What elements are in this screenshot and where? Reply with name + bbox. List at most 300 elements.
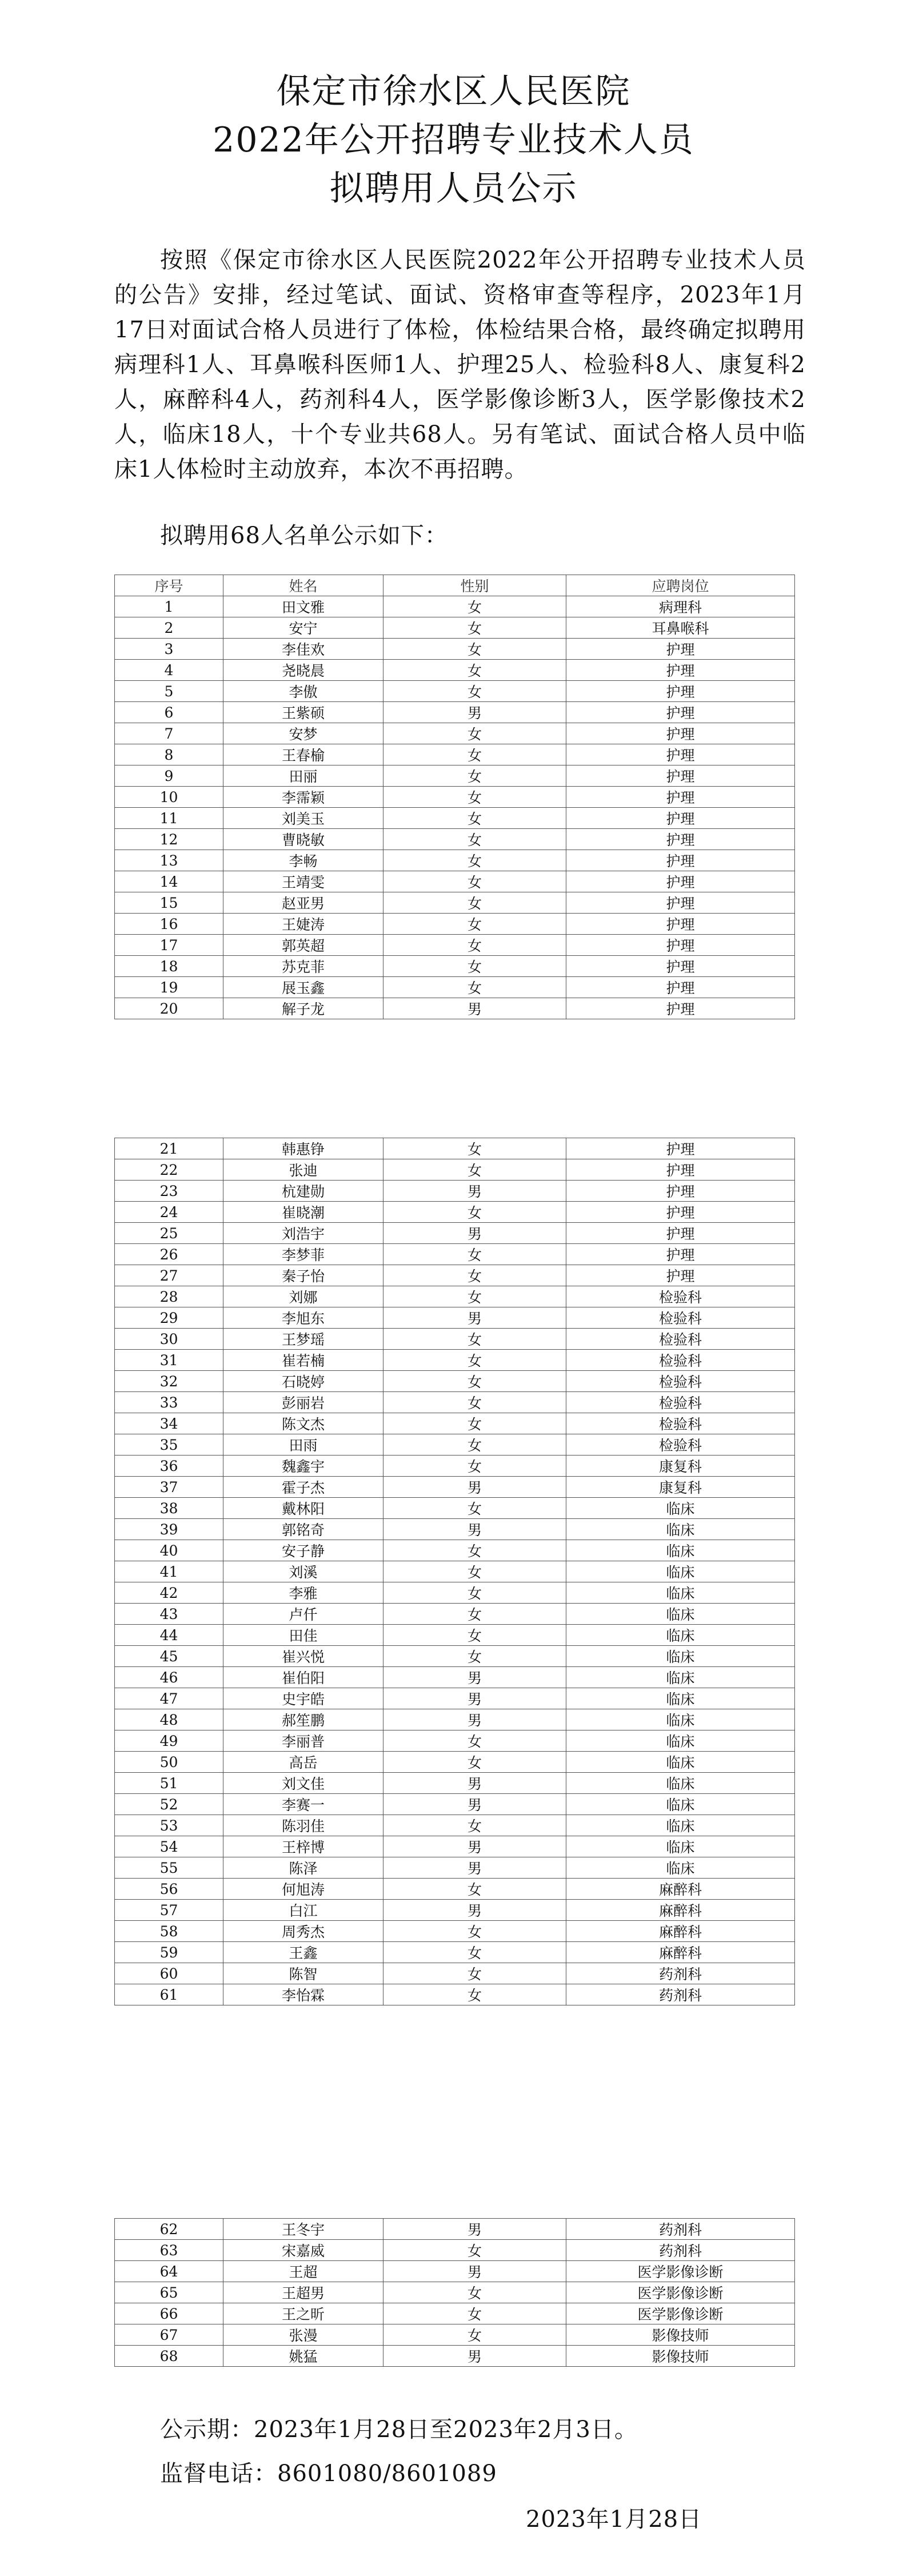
cell-position: 临床 bbox=[566, 1498, 795, 1519]
table-row bbox=[115, 1540, 795, 1561]
cell-name: 田雨 bbox=[223, 1434, 383, 1456]
cell-position: 麻醉科 bbox=[566, 1900, 795, 1921]
cell-position: 检验科 bbox=[566, 1286, 795, 1307]
table-row bbox=[115, 1265, 795, 1286]
cell-position: 护理 bbox=[566, 681, 795, 702]
table-row bbox=[115, 1561, 795, 1582]
cell-position: 护理 bbox=[566, 829, 795, 850]
cell-position: 临床 bbox=[566, 1815, 795, 1836]
cell-position: 临床 bbox=[566, 1540, 795, 1561]
cell-position: 临床 bbox=[566, 1582, 795, 1604]
table-row bbox=[115, 935, 795, 956]
cell-gender: 女 bbox=[383, 1413, 566, 1434]
cell-name: 张迪 bbox=[223, 1159, 383, 1181]
table-row bbox=[115, 1159, 795, 1181]
cell-index: 60 bbox=[115, 1963, 223, 1984]
cell-name: 安子静 bbox=[223, 1540, 383, 1561]
cell-index: 5 bbox=[115, 681, 223, 702]
cell-gender: 女 bbox=[383, 871, 566, 892]
table-row bbox=[115, 1815, 795, 1836]
cell-gender: 女 bbox=[383, 1984, 566, 2005]
cell-index: 11 bbox=[115, 808, 223, 829]
table-row bbox=[115, 2261, 795, 2282]
cell-position: 临床 bbox=[566, 1857, 795, 1879]
cell-gender: 女 bbox=[383, 765, 566, 787]
cell-position: 检验科 bbox=[566, 1329, 795, 1350]
cell-name: 秦子怡 bbox=[223, 1265, 383, 1286]
cell-index: 20 bbox=[115, 998, 223, 1019]
cell-gender: 女 bbox=[383, 935, 566, 956]
cell-gender: 男 bbox=[383, 702, 566, 723]
cell-position: 临床 bbox=[566, 1646, 795, 1667]
cell-index: 24 bbox=[115, 1202, 223, 1223]
table-row bbox=[115, 1836, 795, 1857]
cell-position: 临床 bbox=[566, 1730, 795, 1752]
cell-name: 刘浩宇 bbox=[223, 1223, 383, 1244]
cell-position: 护理 bbox=[566, 977, 795, 998]
cell-position: 护理 bbox=[566, 1244, 795, 1265]
cell-index: 15 bbox=[115, 892, 223, 914]
table-row bbox=[115, 892, 795, 914]
cell-name: 王春榆 bbox=[223, 744, 383, 765]
cell-gender: 男 bbox=[383, 1709, 566, 1730]
cell-gender: 女 bbox=[383, 2324, 566, 2346]
cell-index: 31 bbox=[115, 1350, 223, 1371]
cell-index: 50 bbox=[115, 1752, 223, 1773]
cell-position: 检验科 bbox=[566, 1392, 795, 1413]
cell-position: 医学影像诊断 bbox=[566, 2261, 795, 2282]
cell-gender: 女 bbox=[383, 617, 566, 639]
cell-index: 1 bbox=[115, 596, 223, 617]
cell-position: 护理 bbox=[566, 850, 795, 871]
cell-position: 临床 bbox=[566, 1519, 795, 1540]
list-intro: 拟聘用68人名单公示如下： bbox=[160, 523, 448, 549]
table-row bbox=[115, 1646, 795, 1667]
cell-gender: 男 bbox=[383, 1857, 566, 1879]
cell-name: 刘美玉 bbox=[223, 808, 383, 829]
cell-index: 46 bbox=[115, 1667, 223, 1688]
table-row bbox=[115, 1794, 795, 1815]
cell-name: 李佳欢 bbox=[223, 639, 383, 660]
cell-index: 52 bbox=[115, 1794, 223, 1815]
cell-gender: 女 bbox=[383, 1879, 566, 1900]
table-row bbox=[115, 2346, 795, 2367]
table-row bbox=[115, 1921, 795, 1942]
table-row bbox=[115, 1456, 795, 1477]
cell-index: 49 bbox=[115, 1730, 223, 1752]
cell-index: 48 bbox=[115, 1709, 223, 1730]
cell-name: 王之昕 bbox=[223, 2303, 383, 2324]
header-gender: 性别 bbox=[383, 575, 566, 596]
cell-index: 34 bbox=[115, 1413, 223, 1434]
cell-index: 22 bbox=[115, 1159, 223, 1181]
cell-position: 耳鼻喉科 bbox=[566, 617, 795, 639]
cell-gender: 女 bbox=[383, 1921, 566, 1942]
cell-position: 护理 bbox=[566, 892, 795, 914]
cell-position: 病理科 bbox=[566, 596, 795, 617]
cell-index: 12 bbox=[115, 829, 223, 850]
header-index: 序号 bbox=[115, 575, 223, 596]
table-row bbox=[115, 1202, 795, 1223]
table-row bbox=[115, 1392, 795, 1413]
table-row bbox=[115, 956, 795, 977]
cell-index: 56 bbox=[115, 1879, 223, 1900]
cell-gender: 女 bbox=[383, 596, 566, 617]
cell-gender: 女 bbox=[383, 1815, 566, 1836]
cell-index: 28 bbox=[115, 1286, 223, 1307]
cell-index: 68 bbox=[115, 2346, 223, 2367]
table-row bbox=[115, 2324, 795, 2346]
cell-gender: 男 bbox=[383, 1667, 566, 1688]
cell-name: 尧晓晨 bbox=[223, 660, 383, 681]
cell-name: 陈羽佳 bbox=[223, 1815, 383, 1836]
table-row bbox=[115, 702, 795, 723]
cell-gender: 女 bbox=[383, 1561, 566, 1582]
cell-name: 陈文杰 bbox=[223, 1413, 383, 1434]
title-line-3: 拟聘用人员公示 bbox=[329, 169, 578, 209]
cell-name: 李傲 bbox=[223, 681, 383, 702]
cell-name: 魏鑫宇 bbox=[223, 1456, 383, 1477]
cell-name: 姚猛 bbox=[223, 2346, 383, 2367]
table-row bbox=[115, 1942, 795, 1963]
cell-index: 61 bbox=[115, 1984, 223, 2005]
cell-gender: 女 bbox=[383, 1963, 566, 1984]
cell-name: 田文雅 bbox=[223, 596, 383, 617]
cell-name: 王婕涛 bbox=[223, 914, 383, 935]
cell-name: 韩惠铮 bbox=[223, 1138, 383, 1159]
cell-gender: 女 bbox=[383, 1286, 566, 1307]
cell-gender: 女 bbox=[383, 914, 566, 935]
cell-position: 检验科 bbox=[566, 1413, 795, 1434]
cell-index: 26 bbox=[115, 1244, 223, 1265]
table-row bbox=[115, 2282, 795, 2303]
table-row bbox=[115, 1181, 795, 1202]
table-row bbox=[115, 977, 795, 998]
cell-name: 展玉鑫 bbox=[223, 977, 383, 998]
cell-position: 影像技师 bbox=[566, 2346, 795, 2367]
cell-index: 35 bbox=[115, 1434, 223, 1456]
table-row bbox=[115, 1984, 795, 2005]
cell-index: 47 bbox=[115, 1688, 223, 1709]
cell-index: 10 bbox=[115, 787, 223, 808]
table-row bbox=[115, 850, 795, 871]
table-row bbox=[115, 1286, 795, 1307]
cell-index: 4 bbox=[115, 660, 223, 681]
cell-position: 检验科 bbox=[566, 1434, 795, 1456]
header-position: 应聘岗位 bbox=[566, 575, 795, 596]
cell-gender: 女 bbox=[383, 1371, 566, 1392]
cell-gender: 女 bbox=[383, 2282, 566, 2303]
cell-name: 李怡霖 bbox=[223, 1984, 383, 2005]
cell-name: 彭丽岩 bbox=[223, 1392, 383, 1413]
cell-position: 护理 bbox=[566, 1159, 795, 1181]
cell-name: 郝笙鹏 bbox=[223, 1709, 383, 1730]
cell-gender: 男 bbox=[383, 1181, 566, 1202]
cell-gender: 女 bbox=[383, 744, 566, 765]
cell-index: 6 bbox=[115, 702, 223, 723]
cell-index: 55 bbox=[115, 1857, 223, 1879]
supervision-phone: 监督电话：8601080/8601089 bbox=[160, 2461, 497, 2487]
cell-name: 崔晓潮 bbox=[223, 1202, 383, 1223]
cell-position: 临床 bbox=[566, 1688, 795, 1709]
table-row bbox=[115, 829, 795, 850]
cell-position: 药剂科 bbox=[566, 1984, 795, 2005]
cell-name: 崔伯阳 bbox=[223, 1667, 383, 1688]
cell-name: 王冬宇 bbox=[223, 2219, 383, 2240]
cell-position: 检验科 bbox=[566, 1307, 795, 1329]
cell-name: 王鑫 bbox=[223, 1942, 383, 1963]
table-row bbox=[115, 1223, 795, 1244]
table-row bbox=[115, 660, 795, 681]
cell-position: 护理 bbox=[566, 998, 795, 1019]
cell-position: 康复科 bbox=[566, 1456, 795, 1477]
cell-gender: 女 bbox=[383, 2303, 566, 2324]
table-row bbox=[115, 1350, 795, 1371]
cell-position: 护理 bbox=[566, 765, 795, 787]
cell-gender: 女 bbox=[383, 1942, 566, 1963]
cell-position: 护理 bbox=[566, 808, 795, 829]
cell-position: 临床 bbox=[566, 1794, 795, 1815]
cell-gender: 男 bbox=[383, 1773, 566, 1794]
cell-index: 67 bbox=[115, 2324, 223, 2346]
cell-name: 白江 bbox=[223, 1900, 383, 1921]
cell-position: 护理 bbox=[566, 935, 795, 956]
cell-gender: 女 bbox=[383, 1350, 566, 1371]
table-row bbox=[115, 2303, 795, 2324]
cell-gender: 男 bbox=[383, 1223, 566, 1244]
table-row bbox=[115, 1773, 795, 1794]
table-row bbox=[115, 1900, 795, 1921]
cell-name: 崔若楠 bbox=[223, 1350, 383, 1371]
cell-position: 医学影像诊断 bbox=[566, 2303, 795, 2324]
cell-index: 9 bbox=[115, 765, 223, 787]
cell-name: 王紫硕 bbox=[223, 702, 383, 723]
title-line-1: 保定市徐水区人民医院 bbox=[276, 71, 631, 111]
cell-index: 66 bbox=[115, 2303, 223, 2324]
table-row bbox=[115, 1307, 795, 1329]
body-paragraph: 按照《保定市徐水区人民医院2022年公开招聘专业技术人员的公告》安排，经过笔试、面试、资格审查等程序，2023年1月17日对面试合格人员进行了体检，体检结果合格，最终确定拟聘用病理科1人、耳鼻喉科医师1人、护理25人、检验科8人、康复科2人，麻醉科4人，药剂科4人，医学影像诊断3人，医学影像技术2人，临床18人，十个专业共68人。另有笔试、面试合格人员中临床1人体检时主动放弃，本次不再招聘。 bbox=[114, 247, 806, 482]
cell-index: 17 bbox=[115, 935, 223, 956]
table-row bbox=[115, 1709, 795, 1730]
cell-gender: 女 bbox=[383, 1329, 566, 1350]
cell-position: 医学影像诊断 bbox=[566, 2282, 795, 2303]
table-row bbox=[115, 1857, 795, 1879]
cell-index: 33 bbox=[115, 1392, 223, 1413]
cell-index: 45 bbox=[115, 1646, 223, 1667]
cell-index: 40 bbox=[115, 1540, 223, 1561]
cell-gender: 男 bbox=[383, 2346, 566, 2367]
cell-position: 护理 bbox=[566, 723, 795, 744]
table-row bbox=[115, 1138, 795, 1159]
cell-gender: 女 bbox=[383, 681, 566, 702]
cell-name: 郭铭奇 bbox=[223, 1519, 383, 1540]
table-row bbox=[115, 681, 795, 702]
cell-name: 石晓婷 bbox=[223, 1371, 383, 1392]
cell-position: 临床 bbox=[566, 1773, 795, 1794]
cell-name: 安宁 bbox=[223, 617, 383, 639]
cell-index: 25 bbox=[115, 1223, 223, 1244]
cell-gender: 男 bbox=[383, 1477, 566, 1498]
cell-gender: 女 bbox=[383, 1730, 566, 1752]
roster-table-page-3 bbox=[114, 2218, 795, 2367]
table-row bbox=[115, 998, 795, 1019]
cell-index: 64 bbox=[115, 2261, 223, 2282]
cell-index: 7 bbox=[115, 723, 223, 744]
table-row bbox=[115, 1752, 795, 1773]
table-row bbox=[115, 914, 795, 935]
cell-gender: 男 bbox=[383, 1307, 566, 1329]
cell-position: 药剂科 bbox=[566, 1963, 795, 1984]
cell-index: 38 bbox=[115, 1498, 223, 1519]
cell-gender: 女 bbox=[383, 1498, 566, 1519]
cell-gender: 女 bbox=[383, 1582, 566, 1604]
cell-position: 临床 bbox=[566, 1709, 795, 1730]
cell-position: 临床 bbox=[566, 1604, 795, 1625]
cell-position: 麻醉科 bbox=[566, 1921, 795, 1942]
table-row bbox=[115, 617, 795, 639]
roster-table-page-2 bbox=[114, 1138, 795, 2005]
cell-gender: 女 bbox=[383, 829, 566, 850]
cell-position: 护理 bbox=[566, 702, 795, 723]
cell-index: 42 bbox=[115, 1582, 223, 1604]
cell-position: 临床 bbox=[566, 1561, 795, 1582]
table-row bbox=[115, 2219, 795, 2240]
cell-index: 53 bbox=[115, 1815, 223, 1836]
cell-name: 李丽普 bbox=[223, 1730, 383, 1752]
cell-position: 麻醉科 bbox=[566, 1879, 795, 1900]
cell-name: 郭英超 bbox=[223, 935, 383, 956]
table-row bbox=[115, 1582, 795, 1604]
cell-name: 曹晓敏 bbox=[223, 829, 383, 850]
cell-name: 刘溪 bbox=[223, 1561, 383, 1582]
cell-gender: 男 bbox=[383, 1836, 566, 1857]
cell-name: 何旭涛 bbox=[223, 1879, 383, 1900]
cell-name: 王梦瑶 bbox=[223, 1329, 383, 1350]
cell-name: 杭建勋 bbox=[223, 1181, 383, 1202]
table-row bbox=[115, 1329, 795, 1350]
cell-name: 安梦 bbox=[223, 723, 383, 744]
cell-gender: 女 bbox=[383, 1138, 566, 1159]
cell-index: 8 bbox=[115, 744, 223, 765]
table-row bbox=[115, 1244, 795, 1265]
cell-gender: 男 bbox=[383, 1688, 566, 1709]
cell-gender: 女 bbox=[383, 850, 566, 871]
cell-gender: 男 bbox=[383, 1900, 566, 1921]
cell-index: 51 bbox=[115, 1773, 223, 1794]
cell-index: 19 bbox=[115, 977, 223, 998]
cell-index: 30 bbox=[115, 1329, 223, 1350]
table-row bbox=[115, 1667, 795, 1688]
cell-index: 54 bbox=[115, 1836, 223, 1857]
cell-position: 麻醉科 bbox=[566, 1942, 795, 1963]
cell-index: 57 bbox=[115, 1900, 223, 1921]
table-row bbox=[115, 871, 795, 892]
roster-table-page-1 bbox=[114, 575, 795, 1019]
cell-gender: 女 bbox=[383, 787, 566, 808]
table-row bbox=[115, 744, 795, 765]
cell-name: 李赛一 bbox=[223, 1794, 383, 1815]
cell-name: 李畅 bbox=[223, 850, 383, 871]
cell-index: 14 bbox=[115, 871, 223, 892]
title-line-2: 2022年公开招聘专业技术人员 bbox=[213, 120, 694, 160]
cell-index: 3 bbox=[115, 639, 223, 660]
cell-index: 59 bbox=[115, 1942, 223, 1963]
cell-name: 陈智 bbox=[223, 1963, 383, 1984]
cell-name: 田丽 bbox=[223, 765, 383, 787]
cell-name: 李旭东 bbox=[223, 1307, 383, 1329]
cell-position: 护理 bbox=[566, 871, 795, 892]
header-name: 姓名 bbox=[223, 575, 383, 596]
cell-index: 41 bbox=[115, 1561, 223, 1582]
cell-gender: 女 bbox=[383, 1604, 566, 1625]
cell-index: 21 bbox=[115, 1138, 223, 1159]
table-row bbox=[115, 1477, 795, 1498]
cell-name: 周秀杰 bbox=[223, 1921, 383, 1942]
cell-position: 护理 bbox=[566, 956, 795, 977]
table-row bbox=[115, 1730, 795, 1752]
cell-position: 护理 bbox=[566, 660, 795, 681]
cell-index: 29 bbox=[115, 1307, 223, 1329]
cell-gender: 女 bbox=[383, 660, 566, 681]
cell-index: 2 bbox=[115, 617, 223, 639]
cell-name: 刘文佳 bbox=[223, 1773, 383, 1794]
cell-position: 护理 bbox=[566, 1138, 795, 1159]
table-header-row bbox=[115, 575, 795, 596]
cell-index: 62 bbox=[115, 2219, 223, 2240]
table-row bbox=[115, 1519, 795, 1540]
cell-index: 44 bbox=[115, 1625, 223, 1646]
cell-position: 护理 bbox=[566, 639, 795, 660]
cell-index: 65 bbox=[115, 2282, 223, 2303]
cell-gender: 女 bbox=[383, 808, 566, 829]
cell-name: 王梓博 bbox=[223, 1836, 383, 1857]
cell-gender: 男 bbox=[383, 1519, 566, 1540]
cell-name: 解子龙 bbox=[223, 998, 383, 1019]
table-row bbox=[115, 1625, 795, 1646]
cell-gender: 女 bbox=[383, 956, 566, 977]
cell-name: 刘娜 bbox=[223, 1286, 383, 1307]
cell-gender: 女 bbox=[383, 1646, 566, 1667]
cell-name: 李霈颖 bbox=[223, 787, 383, 808]
cell-name: 李雅 bbox=[223, 1582, 383, 1604]
cell-gender: 男 bbox=[383, 998, 566, 1019]
cell-gender: 女 bbox=[383, 2240, 566, 2261]
cell-gender: 女 bbox=[383, 892, 566, 914]
table-row bbox=[115, 596, 795, 617]
table-row bbox=[115, 1604, 795, 1625]
cell-position: 检验科 bbox=[566, 1371, 795, 1392]
table-row bbox=[115, 765, 795, 787]
cell-position: 检验科 bbox=[566, 1350, 795, 1371]
cell-position: 护理 bbox=[566, 914, 795, 935]
cell-position: 护理 bbox=[566, 787, 795, 808]
cell-name: 史宇皓 bbox=[223, 1688, 383, 1709]
cell-gender: 女 bbox=[383, 1202, 566, 1223]
cell-position: 临床 bbox=[566, 1836, 795, 1857]
cell-position: 临床 bbox=[566, 1752, 795, 1773]
cell-gender: 女 bbox=[383, 1434, 566, 1456]
cell-index: 27 bbox=[115, 1265, 223, 1286]
cell-name: 王靖雯 bbox=[223, 871, 383, 892]
cell-gender: 男 bbox=[383, 2219, 566, 2240]
cell-gender: 女 bbox=[383, 1265, 566, 1286]
table-row bbox=[115, 1498, 795, 1519]
cell-name: 卢仟 bbox=[223, 1604, 383, 1625]
cell-position: 药剂科 bbox=[566, 2240, 795, 2261]
cell-gender: 女 bbox=[383, 1159, 566, 1181]
cell-gender: 女 bbox=[383, 1392, 566, 1413]
cell-position: 临床 bbox=[566, 1625, 795, 1646]
